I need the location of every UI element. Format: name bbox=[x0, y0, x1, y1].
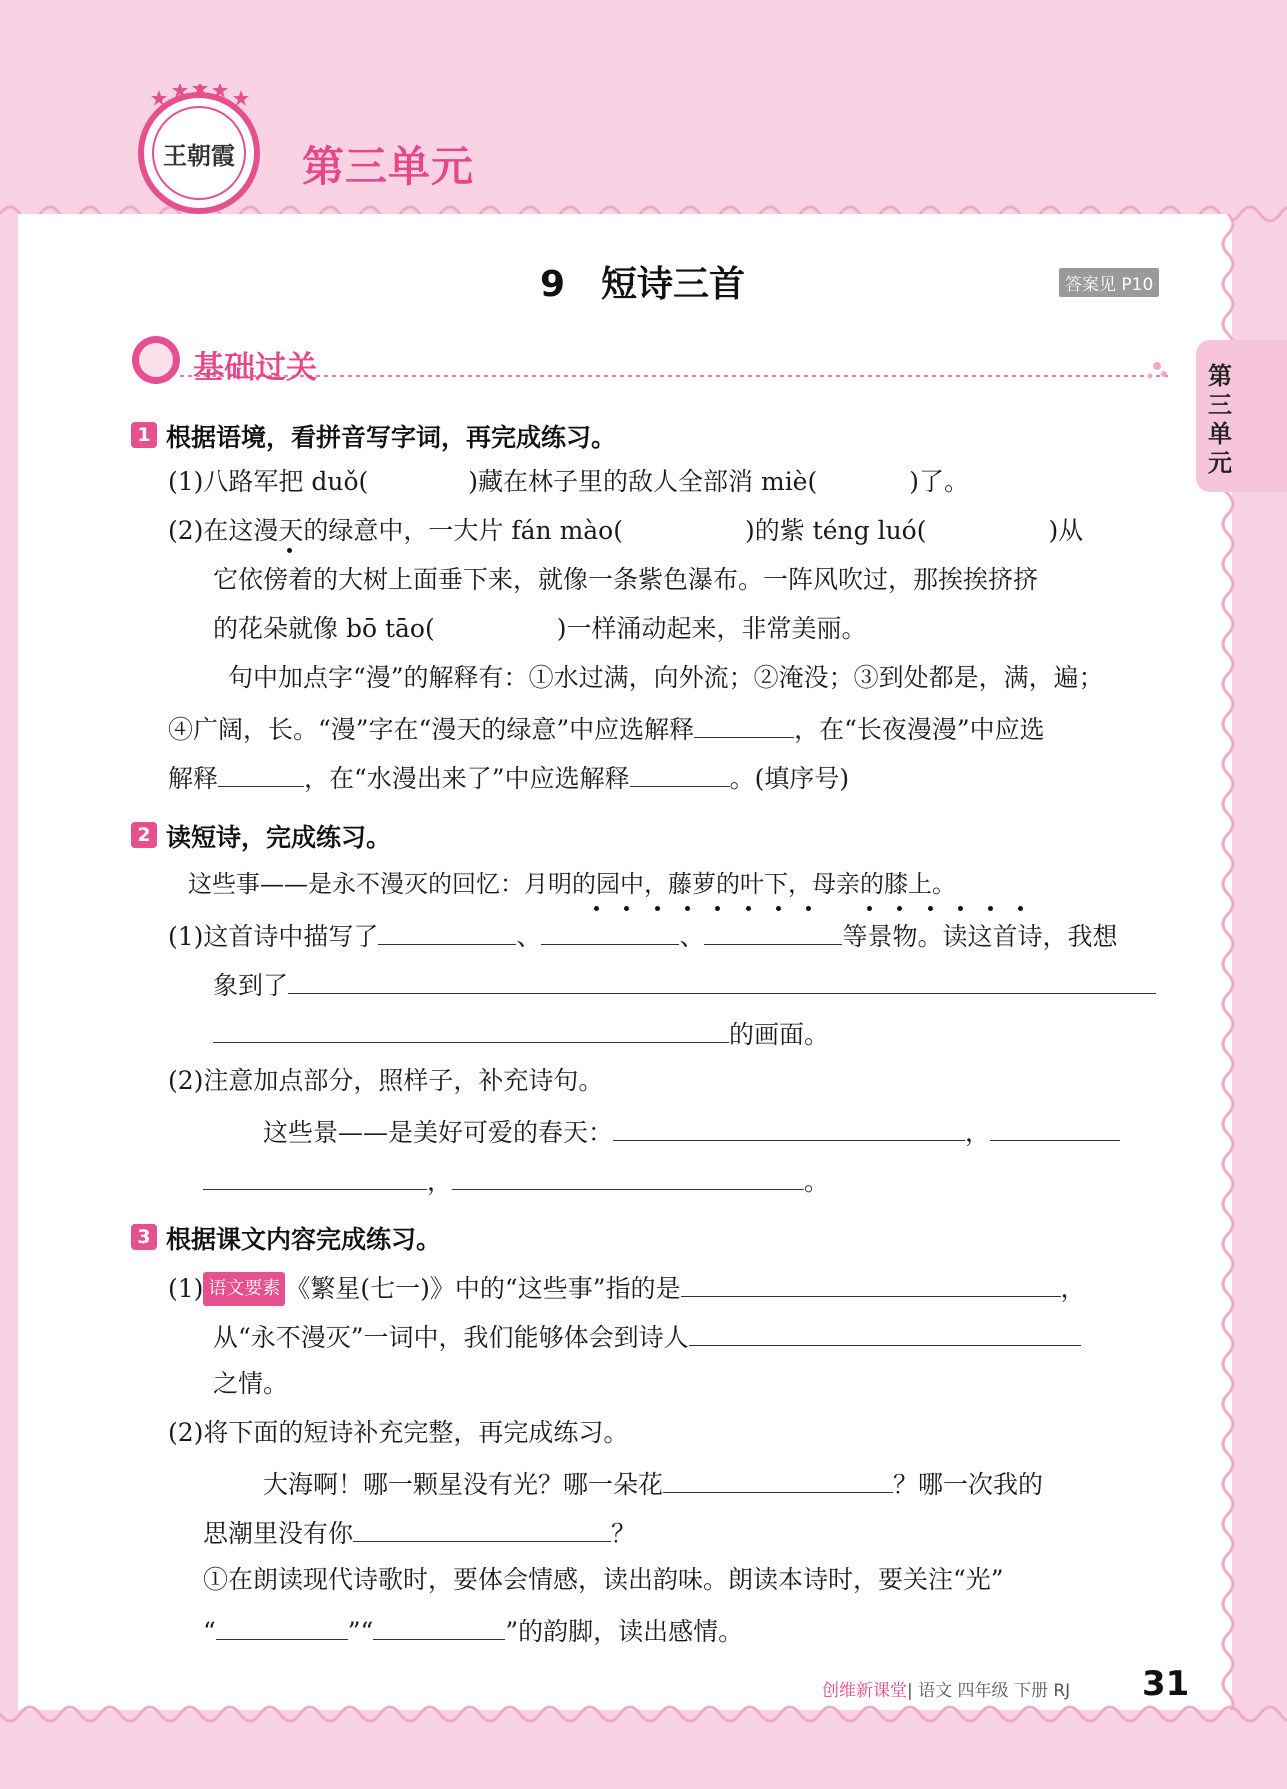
q3-part2-line4: ①在朗读现代诗歌时，要体会情感，读出韵味。朗读本诗时，要关注“光” bbox=[203, 1565, 1004, 1594]
question-3-title: 根据课文内容完成练习。 bbox=[166, 1225, 442, 1254]
q3-part2-text-b: ？哪一次我的 bbox=[893, 1470, 1044, 1499]
q1-part3-text-c: 解释 bbox=[168, 764, 219, 793]
q2-part2-line1: (2)注意加点部分，照样子，补充诗句。 bbox=[168, 1066, 604, 1095]
q3-part2-line1: (2)将下面的短诗补充完整，再完成练习。 bbox=[168, 1418, 629, 1447]
q1-part3-line1: 句中加点字“漫”的解释有：①水过满，向外流；②淹没；③到处都是，满，遍； bbox=[228, 663, 1104, 692]
q1-part1-text-a: (1)八路军把 duǒ( bbox=[168, 467, 369, 496]
emphasis-dot bbox=[928, 906, 933, 911]
q3-part1-text-a: 《繁星(七一)》中的“这些事”指的是 bbox=[285, 1274, 681, 1303]
q2-part1-text-c: 象到了 bbox=[213, 971, 289, 1000]
emphasis-dot bbox=[1018, 906, 1023, 911]
answer-blank[interactable] bbox=[378, 918, 516, 945]
q2-poem: 这些事——是永不漫灭的回忆：月明的园中，藤萝的叶下，母亲的膝上。 bbox=[188, 870, 956, 898]
answer-reference-badge: 答案见 P10 bbox=[1059, 268, 1159, 297]
q3-part2-line2 bbox=[263, 1466, 1043, 1501]
lesson-title: 9 短诗三首 bbox=[540, 264, 746, 305]
q2-part2-line3 bbox=[203, 1163, 829, 1198]
answer-blank[interactable] bbox=[216, 1613, 348, 1640]
bottom-wave-border bbox=[0, 1700, 1287, 1730]
separator: 。 bbox=[804, 1167, 830, 1196]
q1-part2-line2: 它依傍着的大树上面垂下来，就像一条紫色瀑布。一阵风吹过，那挨挨挤挤 bbox=[213, 565, 1039, 594]
answer-blank[interactable] bbox=[689, 1319, 1081, 1346]
answer-blank[interactable] bbox=[613, 1114, 965, 1141]
q3-part2-line3 bbox=[203, 1515, 636, 1550]
q1-part1 bbox=[168, 466, 969, 498]
q2-part1-line3 bbox=[213, 1016, 829, 1051]
q1-part2-line1 bbox=[168, 515, 1083, 547]
answer-blank[interactable] bbox=[990, 1114, 1120, 1141]
emphasis-dot bbox=[806, 906, 811, 911]
footer-book-info: | 语文 四年级 下册 RJ bbox=[907, 1681, 1071, 1701]
answer-blank[interactable] bbox=[630, 760, 730, 787]
answer-blank[interactable] bbox=[694, 711, 794, 738]
q3-part2-text-e: ”的韵脚，读出感情。 bbox=[505, 1617, 744, 1646]
separator: ， bbox=[965, 1118, 991, 1147]
q3-part1-line3: 之情。 bbox=[213, 1369, 289, 1398]
emphasis-dot bbox=[776, 906, 781, 911]
answer-blank[interactable] bbox=[452, 1163, 804, 1190]
q3-part2-text-a: 大海啊！哪一颗星没有光？哪一朵花 bbox=[263, 1470, 664, 1499]
q1-part3-line2 bbox=[168, 711, 1045, 746]
q1-part2-text-c: )从 bbox=[1048, 516, 1084, 545]
q1-part2-text-d: 的花朵就像 bō tāo( bbox=[213, 614, 435, 643]
question-1-title: 根据语境，看拼音写字词，再完成练习。 bbox=[166, 423, 617, 452]
separator: 、 bbox=[516, 922, 542, 951]
emphasis-dot bbox=[958, 906, 963, 911]
emphasis-dot bbox=[715, 906, 720, 911]
question-number-1: 1 bbox=[131, 422, 157, 448]
question-number-2: 2 bbox=[131, 822, 157, 848]
separator: 、 bbox=[679, 922, 705, 951]
emphasis-dot bbox=[867, 906, 872, 911]
quote-mark: ”“ bbox=[347, 1617, 374, 1646]
side-tab-label: 第三单元 bbox=[1208, 362, 1232, 477]
q1-part1-text-c: )了。 bbox=[909, 467, 969, 496]
emphasis-dot bbox=[988, 906, 993, 911]
emphasis-dot bbox=[685, 906, 690, 911]
footer-brand: 创维新课堂 bbox=[822, 1681, 907, 1701]
q3-part1-text-b: 从“永不漫灭”一词中，我们能够体会到诗人 bbox=[213, 1323, 689, 1352]
answer-blank[interactable] bbox=[213, 1016, 729, 1043]
q1-part1-text-b: )藏在林子里的敌人全部消 miè( bbox=[468, 467, 818, 496]
answer-blank[interactable] bbox=[663, 1466, 893, 1493]
question-2-title: 读短诗，完成练习。 bbox=[166, 823, 392, 852]
q3-part1-number: (1) bbox=[168, 1274, 204, 1303]
q2-part1-line2 bbox=[213, 967, 1156, 1002]
answer-blank[interactable] bbox=[373, 1613, 505, 1640]
separator: ， bbox=[427, 1167, 453, 1196]
q3-part2-text-d: ？ bbox=[611, 1519, 637, 1548]
footer-info bbox=[822, 1676, 1070, 1701]
quote-mark: “ bbox=[203, 1617, 216, 1646]
section-title: 基础过关 bbox=[193, 350, 317, 386]
q1-part3-text-d: ，在“水漫出来了”中应选解释 bbox=[304, 764, 630, 793]
brand-logo bbox=[138, 92, 260, 214]
q2-part1-text-d: 的画面。 bbox=[729, 1020, 830, 1049]
answer-blank[interactable] bbox=[288, 967, 1156, 994]
answer-blank[interactable] bbox=[681, 1270, 1061, 1297]
q1-part3-text-e: 。(填序号) bbox=[729, 764, 850, 793]
language-element-tag: 语文要素 bbox=[203, 1272, 285, 1306]
answer-blank[interactable] bbox=[704, 918, 842, 945]
emphasis-dot bbox=[746, 906, 751, 911]
q3-part2-line5 bbox=[203, 1613, 743, 1648]
separator: ， bbox=[1060, 1274, 1086, 1303]
page-number: 31 bbox=[1142, 1664, 1190, 1704]
q2-part1-text-b: 等景物。读这首诗，我想 bbox=[842, 922, 1118, 951]
q1-part2-text-e: )一样涌动起来，非常美丽。 bbox=[556, 614, 867, 643]
q1-part3-line3 bbox=[168, 760, 849, 795]
emphasis-dot bbox=[897, 906, 902, 911]
logo-text: 王朝霞 bbox=[152, 106, 246, 200]
q1-part2-line3 bbox=[213, 613, 866, 645]
emphasis-dot bbox=[287, 548, 292, 553]
q3-part1-line1 bbox=[168, 1270, 1086, 1306]
emphasis-dot bbox=[594, 906, 599, 911]
emphasis-dot bbox=[655, 906, 660, 911]
q2-part2-text-a: 这些景——是美好可爱的春天： bbox=[263, 1118, 614, 1147]
q2-part1-line1 bbox=[168, 918, 1117, 953]
answer-blank[interactable] bbox=[203, 1163, 427, 1190]
q2-part2-line2 bbox=[263, 1114, 1120, 1149]
q3-part1-line2 bbox=[213, 1319, 1081, 1354]
question-number-3: 3 bbox=[131, 1224, 157, 1250]
q3-part2-text-c: 思潮里没有你 bbox=[203, 1519, 354, 1548]
q1-part3-text-a: ④广阔，长。“漫”字在“漫天的绿意”中应选解释 bbox=[168, 715, 695, 744]
q1-part3-text-b: ，在“长夜漫漫”中应选 bbox=[794, 715, 1045, 744]
answer-blank[interactable] bbox=[218, 760, 304, 787]
answer-blank[interactable] bbox=[541, 918, 679, 945]
q1-part2-text-b: )的紫 téng luó( bbox=[744, 516, 927, 545]
answer-blank[interactable] bbox=[353, 1515, 611, 1542]
q1-part2-text-a: (2)在这漫天的绿意中，一大片 fán mào( bbox=[168, 516, 623, 545]
emphasis-dot bbox=[624, 906, 629, 911]
q2-part1-text-a: (1)这首诗中描写了 bbox=[168, 922, 379, 951]
unit-title: 第三单元 bbox=[302, 142, 475, 191]
